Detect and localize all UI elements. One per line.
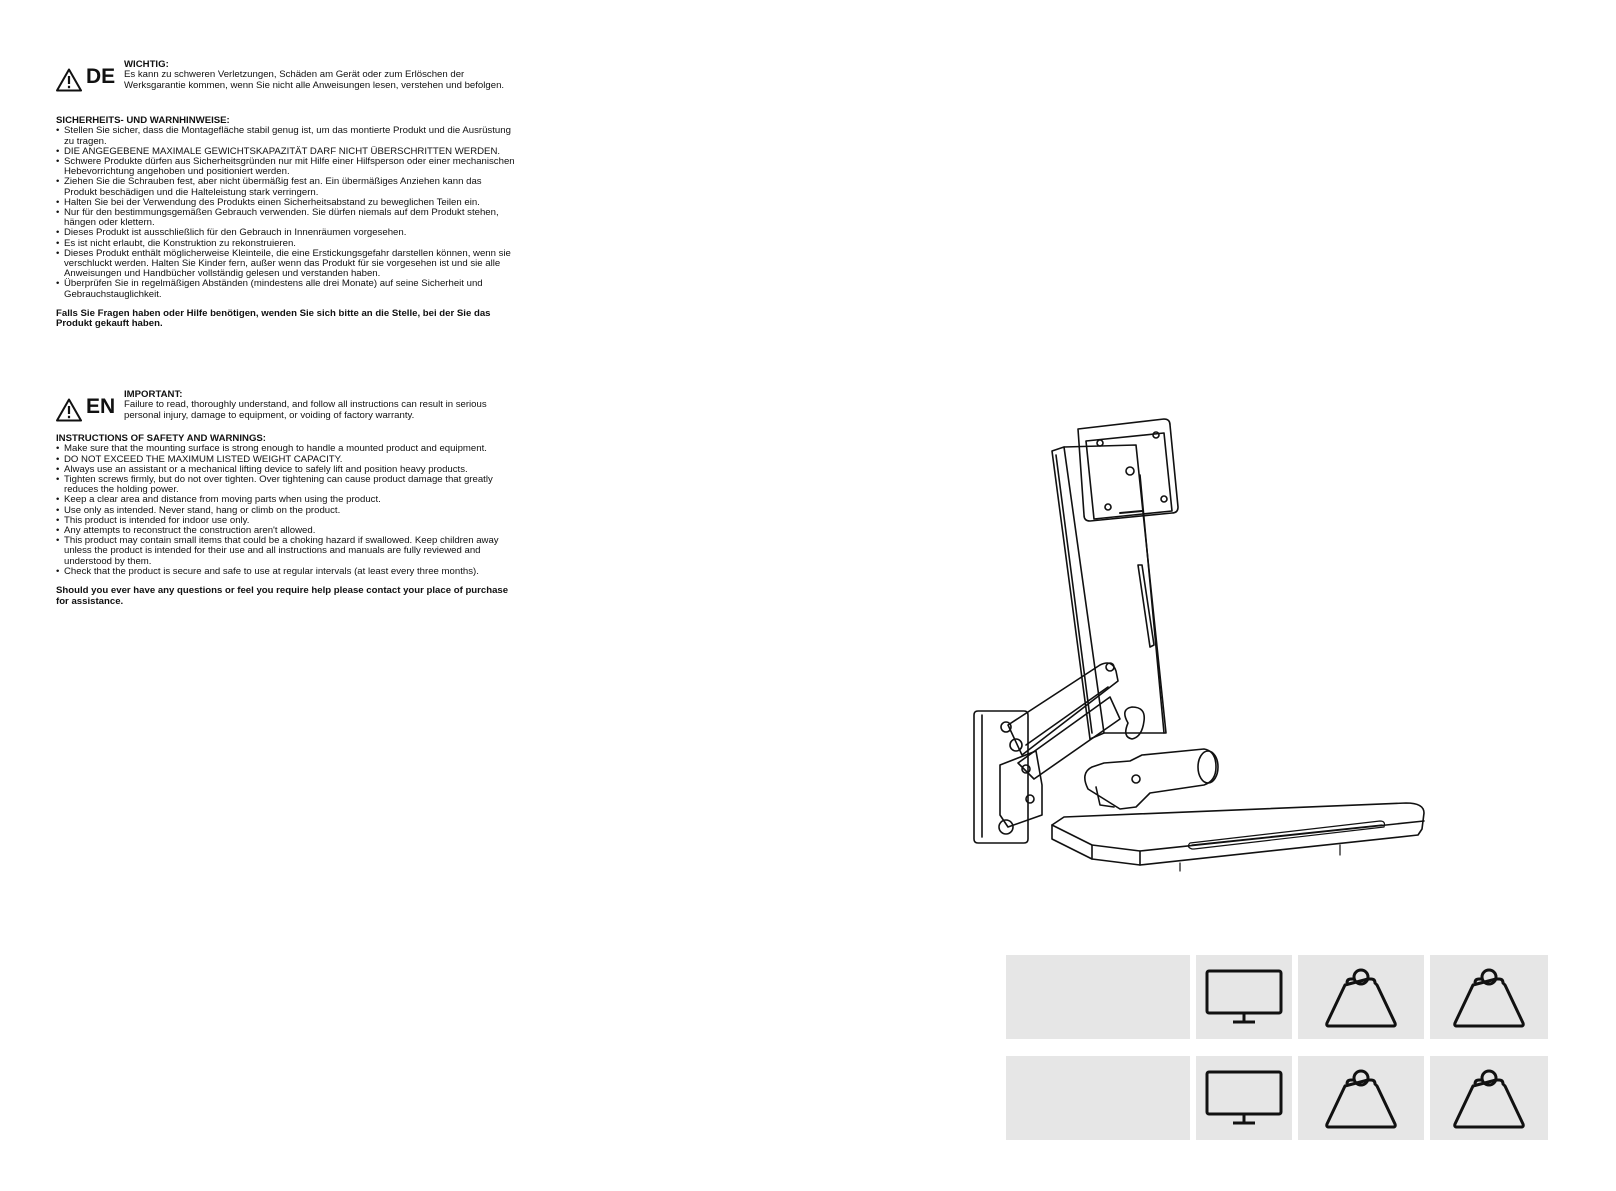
spec-weight-cell [1430,1056,1548,1140]
list-item: • This product is intended for indoor use only. [56,516,516,526]
weight-icon [1323,1066,1399,1130]
list-item: • DO NOT EXCEED THE MAXIMUM LISTED WEIGHT CAPACITY. [56,455,516,465]
list-item: • Stellen Sie sicher, dass die Montagefläche stabil genug ist, um das montierte Produkt und die Ausrüstung zu tragen. [56,126,516,146]
instructions-list-de [56,126,516,299]
spec-monitor-cell [1196,1056,1292,1140]
list-item: • Halten Sie bei der Verwendung des Produkts einen Sicherheitsabstand zu beweglichen Teilen ein. [56,198,516,208]
monitor-icon [1204,1069,1284,1127]
list-item: • Dieses Produkt enthält möglicherweise Kleinteile, die eine Erstickungsgefahr darstellen können, wenn sie verschluckt werden. Halten Sie Kinder fern, außer wenn das Produkt für sie vorgesehen ist und sie alle Anweisungen und Handbücher vollständig gelesen und verstanden haben. [56,249,516,280]
list-item: • Make sure that the mounting surface is strong enough to handle a mounted product and equipment. [56,444,516,454]
important-title-en: IMPORTANT: [124,389,183,400]
weight-icon [1451,965,1527,1029]
section-en [56,390,516,607]
warning-header-de [56,60,516,112]
important-title-de: WICHTIG: [124,59,169,70]
list-item: • Es ist nicht erlaubt, die Konstruktion zu rekonstruieren. [56,239,516,249]
list-item: • Use only as intended. Never stand, hang or climb on the product. [56,506,516,516]
list-item: • Any attempts to reconstruct the construction aren't allowed. [56,526,516,536]
product-illustration [960,415,1500,915]
language-code-en: EN [86,395,116,418]
important-text-de: Es kann zu schweren Verletzungen, Schäden am Gerät oder zum Erlöschen der Werksgarantie kommen, wenn Sie nicht alle Anweisungen lesen, verstehen und befolgen. [124,69,505,91]
important-block-de [124,60,519,91]
instructions-list-en [56,444,516,577]
instructions-title-en: INSTRUCTIONS OF SAFETY AND WARNINGS: [56,433,266,444]
important-text-en: Failure to read, thoroughly understand, and follow all instructions can result in serious personal injury, damage to equipment, or voiding of factory warranty. [124,399,487,421]
spec-label-cell [1006,955,1190,1039]
list-item: • Dieses Produkt ist ausschließlich für den Gebrauch in Innenräumen vorgesehen. [56,228,516,238]
important-block-en [124,390,519,421]
spec-weight-cell [1298,955,1424,1039]
list-item: • Keep a clear area and distance from moving parts when using the product. [56,495,516,505]
warning-header-en [56,390,516,430]
weight-icon [1323,965,1399,1029]
spec-monitor-cell [1196,955,1292,1039]
warning-triangle-icon [56,68,82,92]
list-item: • Check that the product is secure and safe to use at regular intervals (at least every three months). [56,567,516,577]
spec-label-cell [1006,1056,1190,1140]
spec-weight-cell [1430,955,1548,1039]
list-item: • This product may contain small items that could be a choking hazard if swallowed. Keep children away unless the product is intended for their use and all instructions and manuals are fully reviewed and understood by them. [56,536,516,567]
list-item: • Ziehen Sie die Schrauben fest, aber nicht übermäßig fest an. Ein übermäßiges Anziehen kann das Produkt beschädigen und die Halteleistung stark verringern. [56,177,516,197]
spec-weight-cell [1298,1056,1424,1140]
list-item: • Nur für den bestimmungsgemäßen Gebrauch verwenden. Sie dürfen niemals auf dem Produkt stehen, hängen oder klettern. [56,208,516,228]
warning-triangle-icon [56,398,82,422]
language-code-de: DE [86,65,116,88]
contact-text-en: Should you ever have any questions or feel you require help please contact your place of purchase for assistance. [56,585,509,607]
section-de [56,60,516,330]
weight-icon [1451,1066,1527,1130]
list-item: • Always use an assistant or a mechanical lifting device to safely lift and position heavy products. [56,465,516,475]
list-item: • Überprüfen Sie in regelmäßigen Abständen (mindestens alle drei Monate) auf seine Sicherheit und Gebrauchstauglichkeit. [56,279,516,299]
list-item: • Tighten screws firmly, but do not over tighten. Over tightening can cause product damage that greatly reduces the holding power. [56,475,516,495]
list-item: • Schwere Produkte dürfen aus Sicherheitsgründen nur mit Hilfe einer Hilfsperson oder einer mechanischen Hebevorrichtung angehoben und positioniert werden. [56,157,516,177]
contact-text-de: Falls Sie Fragen haben oder Hilfe benötigen, wenden Sie sich bitte an die Stelle, bei der Sie das Produkt gekauft haben. [56,307,491,330]
monitor-icon [1204,968,1284,1026]
instructions-title-de: SICHERHEITS- UND WARNHINWEISE: [56,115,230,126]
list-item: • DIE ANGEGEBENE MAXIMALE GEWICHTSKAPAZITÄT DARF NICHT ÜBERSCHRITTEN WERDEN. [56,147,516,157]
